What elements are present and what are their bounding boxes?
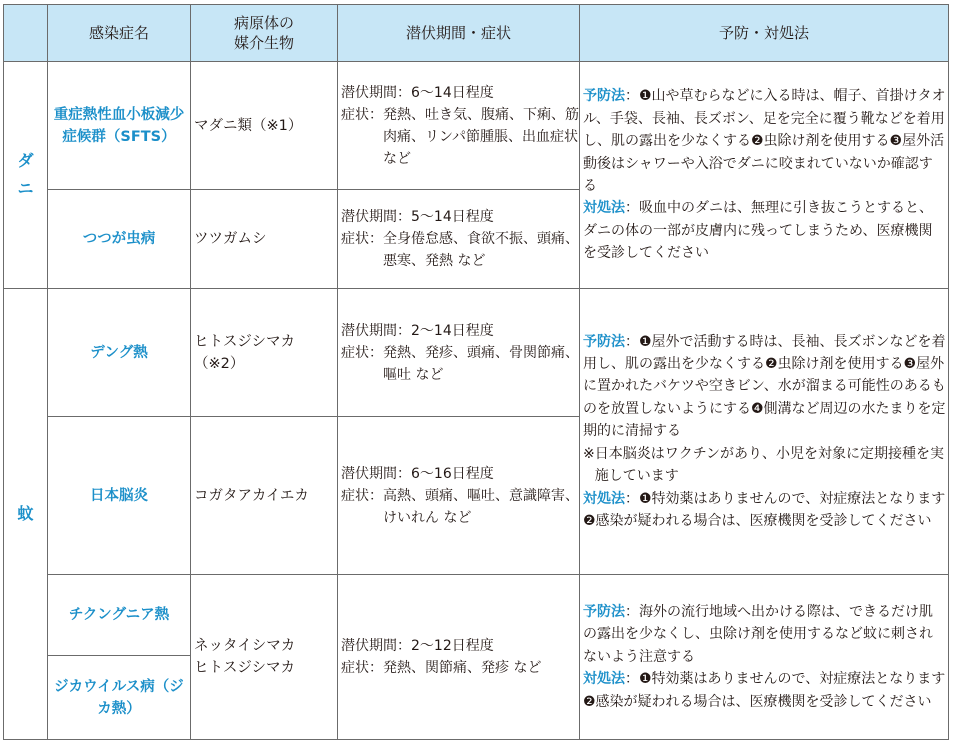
symptom-text: 高熱、頭痛、嘔吐、意識障害、けいれん など bbox=[383, 487, 579, 526]
incubation-text: 潜伏期間：2～14日程度 bbox=[341, 322, 494, 339]
symptom-label: 症状： bbox=[341, 660, 383, 676]
incubation-text: 潜伏期間：6～16日程度 bbox=[341, 465, 494, 482]
table-row bbox=[4, 575, 949, 656]
symptoms-cell bbox=[338, 289, 580, 417]
symptoms-cell bbox=[338, 417, 580, 575]
treat-label: 対処法 bbox=[583, 671, 625, 688]
disease-name: デング熱 bbox=[48, 289, 191, 417]
prevent-text: ：❶屋外で活動する時は、長袖、長ズボンなどを着用し、肌の露出を少なくする❷虫除け剤を使用する❸屋外に置かれたバケツや空きビン、水が溜まる可能性のあるものを放置しないようにする❹側溝など周辺の水たまりを定期的に清掃する bbox=[583, 333, 946, 440]
disease-name: つつが虫病 bbox=[48, 190, 191, 289]
symptoms-cell bbox=[338, 575, 580, 740]
header-corner bbox=[4, 5, 48, 62]
symptom-label: 症状： bbox=[341, 487, 383, 504]
disease-table bbox=[3, 4, 949, 740]
group-label-tick: ダニ bbox=[4, 62, 48, 289]
vector-cell: ヒトスジシマカ（※2） bbox=[191, 289, 338, 417]
symptom-label: 症状： bbox=[341, 344, 383, 361]
prevention-cell-tick bbox=[580, 62, 949, 289]
prevent-label: 予防法 bbox=[583, 333, 625, 350]
treat-label: 対処法 bbox=[583, 200, 625, 217]
prevent-text: ：❶山や草むらなどに入る時は、帽子、首掛けタオル、手袋、長袖、長ズボン、足を完全に覆う靴などを着用し、肌の露出を少なくする❷虫除け剤を使用する❸屋外活動後はシャワーや入浴でダニに咬まれていないか確認する bbox=[583, 88, 946, 194]
group-label-mosquito: 蚊 bbox=[4, 289, 48, 740]
disease-name: 重症熱性血小板減少症候群（SFTS） bbox=[48, 62, 191, 190]
incubation-text: 潜伏期間：2～12日程度 bbox=[341, 638, 494, 654]
prevent-text: ：海外の流行地域へ出かける際は、できるだけ肌の露出を少なくし、虫除け剤を使用するなど蚊に刺されないよう注意する bbox=[583, 603, 933, 665]
prevention-cell-mosquito-2 bbox=[580, 575, 949, 740]
symptom-text: 全身倦怠感、食欲不振、頭痛、悪寒、発熱 など bbox=[383, 231, 579, 269]
header-prevention: 予防・対処法 bbox=[580, 5, 949, 62]
incubation-text: 潜伏期間：5～14日程度 bbox=[341, 209, 494, 225]
symptom-label: 症状： bbox=[341, 106, 383, 123]
vector-cell: コガタアカイエカ bbox=[191, 417, 338, 575]
symptom-text: 発熱、吐き気、腹痛、下痢、筋肉痛、リンパ節腫脹、出血症状 など bbox=[383, 106, 579, 167]
header-incubation-symptoms: 潜伏期間・症状 bbox=[338, 5, 580, 62]
treat-text: ：❶特効薬はありませんので、対症療法となります❷感染が疑われる場合は、医療機関を受診してください bbox=[583, 490, 946, 529]
vector-cell: ネッタイシマカ ヒトスジシマカ bbox=[191, 575, 338, 740]
prevent-label: 予防法 bbox=[583, 603, 625, 620]
header-disease-name: 感染症名 bbox=[48, 5, 191, 62]
symptom-text: 発熱、関節痛、発疹 など bbox=[383, 660, 542, 676]
vector-cell: ツツガムシ bbox=[191, 190, 338, 289]
prevent-label: 予防法 bbox=[583, 88, 625, 105]
header-vector: 病原体の 媒介生物 bbox=[191, 5, 338, 62]
note-text: 日本脳炎はワクチンがあり、小児を対象に定期接種を実施しています bbox=[594, 445, 945, 485]
treat-text: ：❶特効薬はありませんので、対症療法となります❷感染が疑われる場合は、医療機関を受診してください bbox=[583, 671, 946, 710]
symptoms-cell bbox=[338, 62, 580, 190]
incubation-text: 潜伏期間：6～14日程度 bbox=[341, 84, 494, 101]
vector-cell: マダニ類（※1） bbox=[191, 62, 338, 190]
prevention-cell-mosquito-1 bbox=[580, 289, 949, 575]
table-row bbox=[4, 289, 949, 417]
table-header-row bbox=[4, 5, 949, 62]
symptom-label: 症状： bbox=[341, 231, 383, 247]
disease-name: チクングニア熱 bbox=[48, 575, 191, 656]
symptoms-cell bbox=[338, 190, 580, 289]
treat-text: ：吸血中のダニは、無理に引き抜こうとすると、ダニの体の一部が皮膚内に残ってしまうため、医療機関を受診してください bbox=[583, 200, 933, 262]
disease-name: 日本脳炎 bbox=[48, 417, 191, 575]
table-row bbox=[4, 62, 949, 190]
disease-name: ジカウイルス病（ジカ熱） bbox=[48, 656, 191, 740]
treat-label: 対処法 bbox=[583, 490, 625, 507]
note-mark: ※ bbox=[583, 445, 595, 462]
symptom-text: 発熱、発疹、頭痛、骨関節痛、嘔吐 など bbox=[383, 344, 579, 383]
